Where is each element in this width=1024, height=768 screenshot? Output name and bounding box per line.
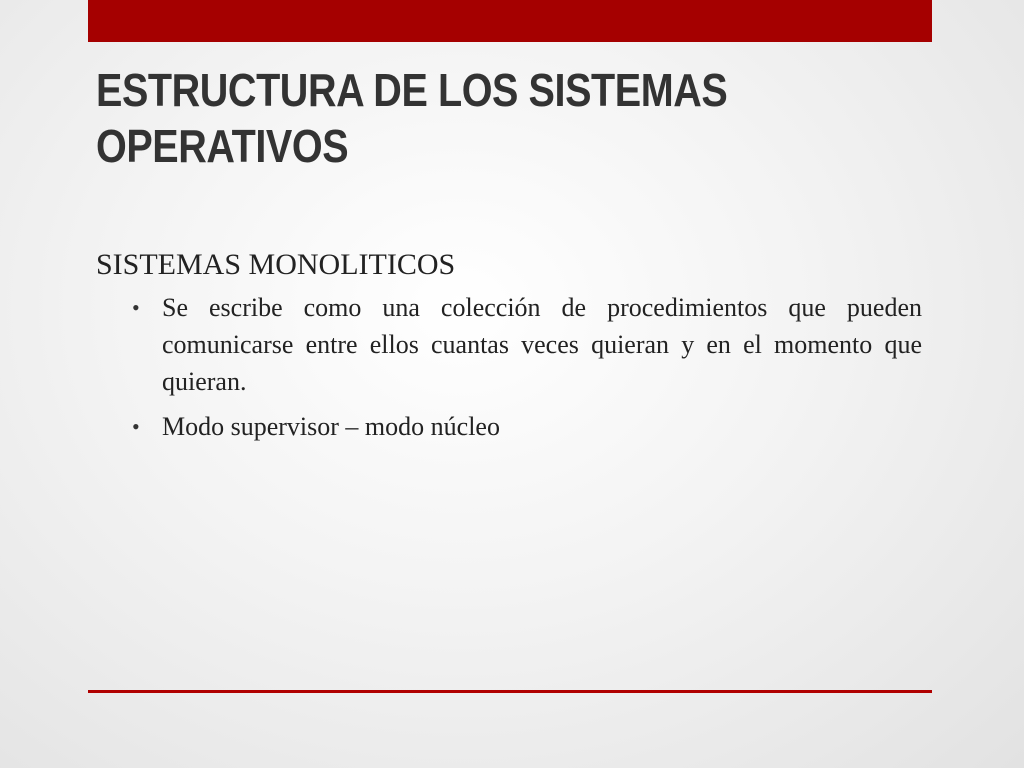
bottom-divider — [88, 690, 932, 693]
bullet-text: Modo supervisor – modo núcleo — [162, 412, 500, 441]
slide-title-line-1: ESTRUCTURA DE LOS SISTEMAS — [96, 64, 728, 116]
section-heading: SISTEMAS MONOLITICOS — [96, 248, 456, 281]
bullet-item — [96, 289, 922, 400]
bullet-item — [96, 408, 922, 445]
slide-title-line-2: OPERATIVOS — [96, 120, 349, 172]
slide-body — [96, 245, 922, 453]
slide-title — [96, 62, 801, 174]
bullet-icon: • — [132, 414, 140, 439]
top-accent-bar — [88, 0, 932, 42]
bullet-icon: • — [132, 295, 140, 320]
bullet-text: Se escribe como una colección de procedimientos que pueden comunicarse entre ellos cuantas veces quieran y en el momento que quieran. — [162, 293, 922, 396]
bullet-list — [96, 289, 922, 445]
